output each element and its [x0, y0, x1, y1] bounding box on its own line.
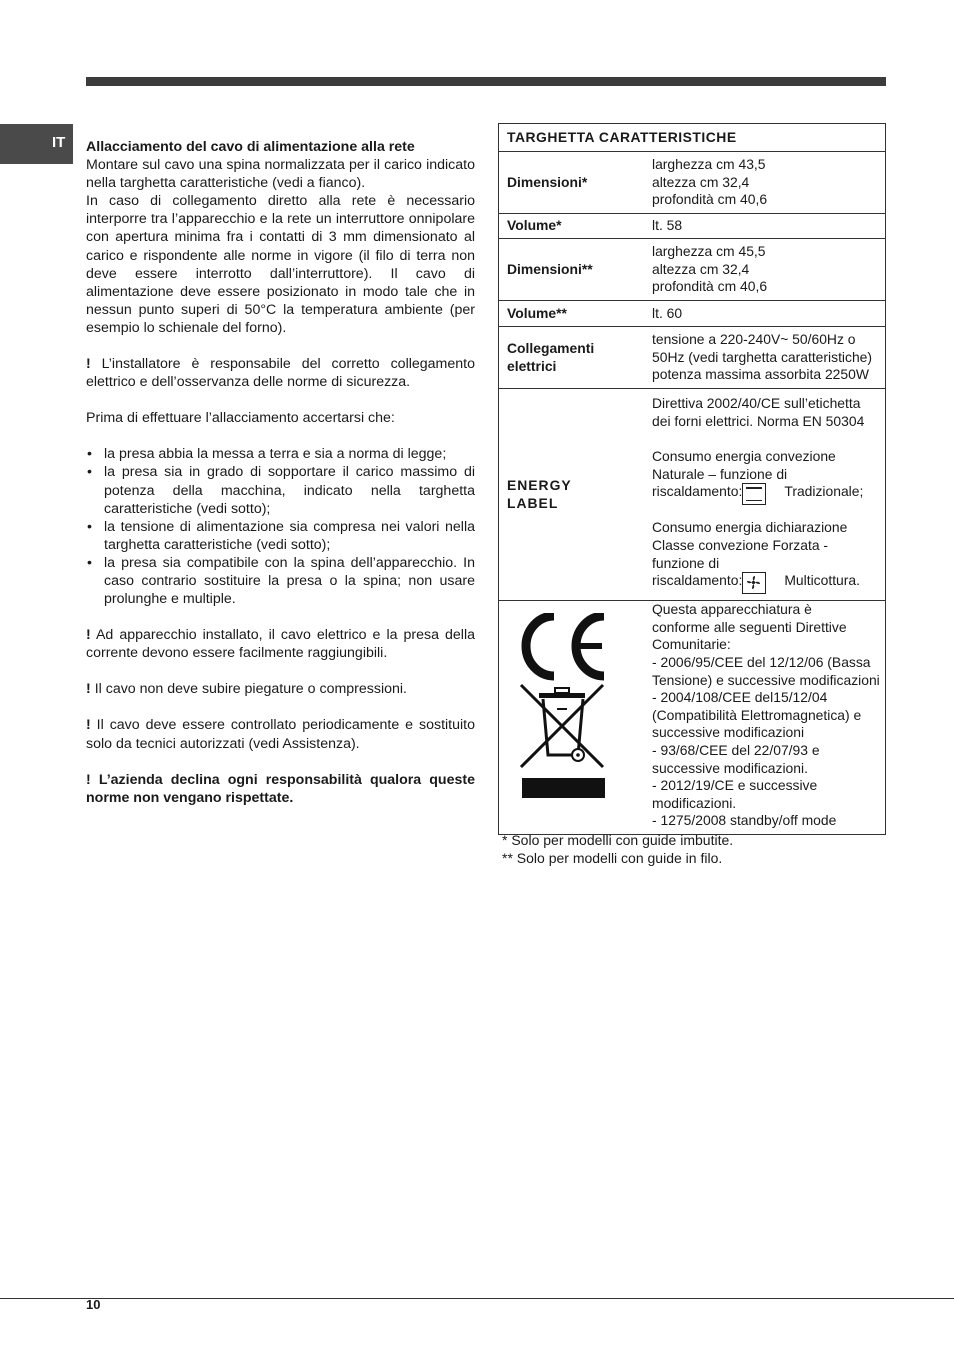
footnote-2: ** Solo per modelli con guide in filo.	[502, 850, 723, 866]
footnote-1: * Solo per modelli con guide imbutite.	[502, 832, 734, 848]
paragraph-direct-connection: In caso di collegamento diretto alla rete è necessario interporre tra l’apparecchio e la rete un interruttore onnipolare con apertura minima fra i contatti di 3 mm dimensionato al carico e rispondente alle norme in vigore (il filo di terra non deve essere interrotto dall’interruttore). Il cavo di alimentazione deve essere posizionato in modo tale che in nessun punto superi di 50°C la temperatura ambiente (per esempio lo schienale del forno).	[86, 193, 475, 336]
dimensions-1-label: Dimensioni*	[499, 152, 645, 214]
warning-icon: !	[86, 717, 91, 734]
left-column	[86, 138, 475, 807]
list-item: • la presa abbia la messa a terra e sia a norma di legge;	[86, 445, 475, 463]
list-item: • la tensione di alimentazione sia compresa nei valori nella targhetta caratteristiche (vedi sotto);	[86, 518, 475, 554]
compliance-text: Questa apparecchiatura è conforme alle seguenti Direttive Comunitarie: - 2006/95/CEE del 12/12/06 (Bassa Tensione) e successive modificazioni - 2004/108/CEE del15/12/04 (Compatibilità Elettromagnetica) e successive modificazioni - 93/68/CEE del 22/07/93 e successive modificazioni. - 2012/19/CE e successive modificazioni. - 1275/2008 standby/off mode	[644, 601, 886, 835]
volume-2-label: Volume**	[499, 301, 645, 327]
electrical-value: tensione a 220-240V~ 50/60Hz o 50Hz (vedi targhetta caratteristiche) potenza massima assorbita 2250W	[644, 327, 886, 389]
ce-mark-icon	[526, 616, 604, 676]
warning-inspection: ! Il cavo deve essere controllato periodicamente e sostituito solo da tecnici autorizzati (vedi Assistenza).	[86, 717, 475, 752]
volume-1-label: Volume*	[499, 214, 645, 239]
table-row	[499, 601, 886, 835]
conventional-oven-icon	[742, 483, 766, 505]
table-row	[499, 389, 886, 601]
list-item: • la presa sia compatibile con la spina dell’apparecchio. In caso contrario sostituire la presa o la spina; non usare prolunghe e multiple.	[86, 554, 475, 608]
energy-label-label: ENERGY LABEL	[499, 389, 645, 601]
list-item: • la presa sia in grado di sopportare il carico massimo di potenza della macchina, indicato nella targhetta caratteristiche (vedi sotto);	[86, 463, 475, 517]
section-heading: Allacciamento del cavo di alimentazione alla rete	[86, 139, 415, 155]
ce-weee-marks	[499, 613, 636, 813]
table-row	[499, 239, 886, 301]
checklist	[86, 445, 475, 608]
rating-plate-table	[498, 123, 886, 835]
electrical-label: Collegamenti elettrici	[499, 327, 645, 389]
warning-icon: !	[86, 681, 91, 698]
page-number: 10	[86, 1297, 101, 1312]
warning-accessible: ! Ad apparecchio installato, il cavo elettrico e la presa della corrente devono essere facilmente raggiungibili.	[86, 627, 475, 662]
warning-bending: ! Il cavo non deve subire piegature o compressioni.	[86, 681, 407, 698]
bottom-rule	[0, 1298, 954, 1299]
volume-1-value: lt. 58	[644, 214, 886, 239]
table-header: TARGHETTA CARATTERISTICHE	[499, 124, 886, 152]
volume-2-value: lt. 60	[644, 301, 886, 327]
compliance-marks	[499, 601, 645, 835]
check-intro: Prima di effettuare l’allacciamento accertarsi che:	[86, 410, 395, 427]
table-row	[499, 152, 886, 214]
warning-icon: !	[86, 771, 91, 788]
warning-icon: !	[86, 627, 91, 644]
weee-bin-icon	[521, 685, 603, 767]
dimensions-1-value: larghezza cm 43,5 altezza cm 32,4 profondità cm 40,6	[644, 152, 886, 214]
fan-oven-icon	[742, 572, 766, 594]
warning-liability: ! L’azienda declina ogni responsabilità qualora queste norme non vengano rispettate.	[86, 771, 475, 806]
weee-bar-icon	[522, 778, 605, 798]
top-rule	[86, 77, 886, 86]
warning-installer: ! L’installatore è responsabile del corretto collegamento elettrico e dell’osservanza delle norme di sicurezza.	[86, 356, 475, 391]
footnotes	[502, 831, 733, 867]
energy-label-value: Direttiva 2002/40/CE sull’etichetta dei forni elettrici. Norma EN 50304 Consumo energia convezione Naturale – funzione di riscaldamento: Tradizionale; Consumo energia dichiarazione Classe convezione Forzata - funzione di riscaldamento: Multicottura.	[644, 389, 886, 601]
table-row	[499, 301, 886, 327]
table-row	[499, 327, 886, 389]
language-code: IT	[52, 134, 66, 151]
dimensions-2-value: larghezza cm 45,5 altezza cm 32,4 profondità cm 40,6	[644, 239, 886, 301]
warning-icon: !	[86, 356, 91, 373]
paragraph-plug: Montare sul cavo una spina normalizzata per il carico indicato nella targhetta caratteristiche (vedi a fianco).	[86, 157, 475, 192]
language-tab	[0, 124, 73, 164]
dimensions-2-label: Dimensioni**	[499, 239, 645, 301]
table-row	[499, 214, 886, 239]
